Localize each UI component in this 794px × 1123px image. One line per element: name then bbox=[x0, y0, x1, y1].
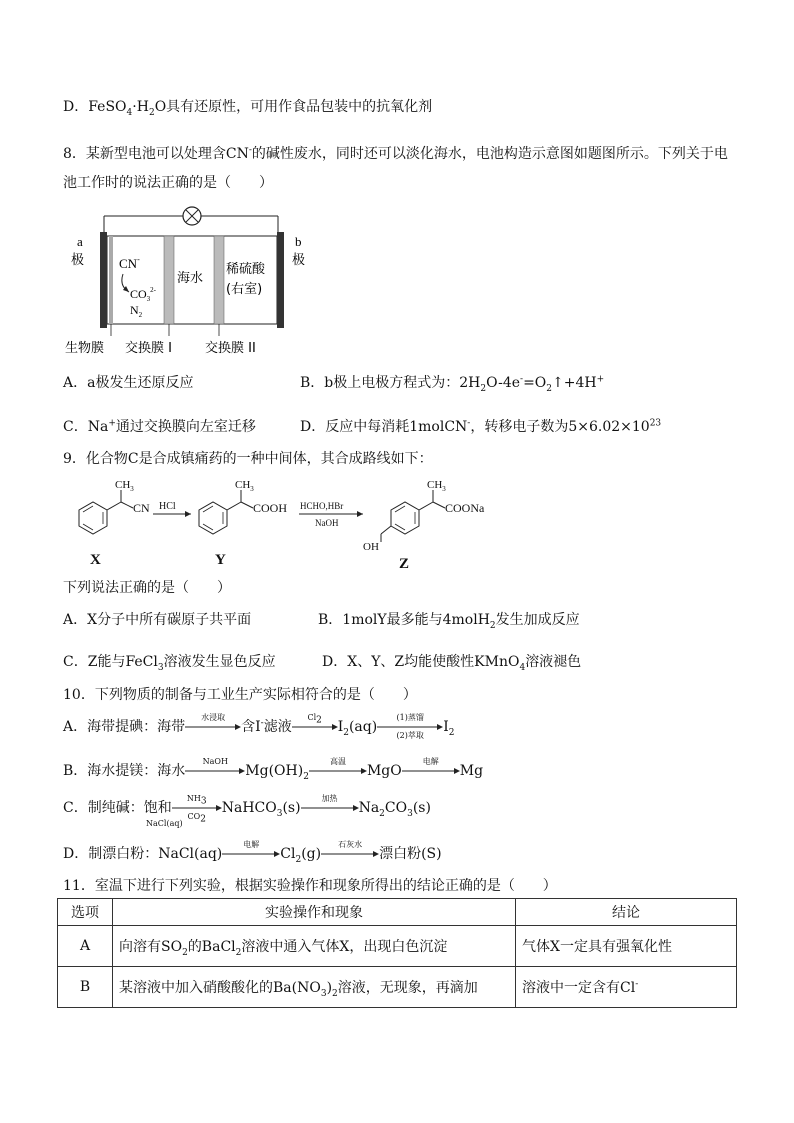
svg-text:交换膜 II: 交换膜 II bbox=[205, 341, 256, 356]
electrode-a bbox=[100, 232, 107, 328]
q9-option-d: D．X、Y、Z均能使酸性KMnO$_4$溶液褪色 bbox=[322, 654, 582, 673]
q10-c-nacl-label: NaCl(aq) bbox=[146, 819, 183, 828]
svg-text:Z: Z bbox=[399, 556, 410, 572]
row-conclusion: 溶液中一定含有Cl- bbox=[516, 967, 737, 1008]
svg-text:COONa: COONa bbox=[445, 501, 485, 515]
q11-stem: 11．室温下进行下列实验，根据实验操作和现象所得出的结论正确的是（ ） bbox=[63, 878, 557, 894]
compound-y bbox=[199, 479, 287, 568]
q10-option-b: B．海水提镁：海水 NaOH $Mg(OH)_2$ 高温 MgO 电解 Mg bbox=[63, 757, 484, 782]
svg-text:极: 极 bbox=[71, 252, 85, 267]
q7-option-d: D．$FeSO_4\cdot H_2O$具有还原性，可用作食品包装中的抗氧化剂 bbox=[63, 99, 433, 118]
q9-question: 下列说法正确的是（ ） bbox=[63, 580, 231, 596]
svg-text:HCl: HCl bbox=[159, 501, 176, 512]
row-operation: 向溶有$SO_2$的BaCl$_2$溶液中通入气体X，出现白色沉淀 bbox=[113, 926, 516, 967]
q8-option-b: B．b极上电极方程式为：$2H_2O-4e^-=O_2↑+4H^+$ bbox=[300, 374, 605, 394]
exchange-membrane-2 bbox=[214, 236, 224, 324]
battery-diagram bbox=[63, 200, 308, 360]
table-row bbox=[58, 967, 737, 1008]
svg-text:CN: CN bbox=[133, 501, 150, 515]
q9-stem: 9．化合物C是合成镇痛药的一种中间体，其合成路线如下： bbox=[63, 451, 433, 467]
svg-text:极: 极 bbox=[292, 252, 306, 267]
q9-option-a: A．X分子中所有碳原子共平面 bbox=[63, 612, 252, 628]
svg-text:CH3: $CH_3$ bbox=[427, 479, 446, 493]
q10-stem: 10．下列物质的制备与工业生产实际相符合的是（ ） bbox=[63, 687, 417, 703]
svg-text:海水: 海水 bbox=[177, 271, 204, 286]
header-option: 选项 bbox=[58, 899, 113, 926]
q10-option-c: C．制纯碱：饱和 $NH_3$ $CO_2$ NaHCO$_3$(s) 加热 $Na_2CO_3(s)$ bbox=[63, 794, 431, 825]
row-operation: 某溶液中加入硝酸酸化的$Ba(NO_3)_2$溶液，无现象，再滴加 bbox=[113, 967, 516, 1008]
compound-z bbox=[363, 479, 485, 572]
q9-option-c: C．Z能与FeCl$_3$溶液发生显色反应 bbox=[63, 654, 276, 673]
svg-text:Y: Y bbox=[215, 552, 226, 568]
q8-stem-line1: 8．某新型电池可以处理含CN-的碱性废水，同时还可以淡化海水，电池构造示意图如题图所示。下列关于电 bbox=[63, 145, 728, 162]
svg-text:N2: $N_2$ bbox=[130, 303, 143, 319]
q8-option-a: A．a极发生还原反应 bbox=[63, 375, 194, 391]
exchange-membrane-1 bbox=[164, 236, 174, 324]
row-option: B bbox=[58, 967, 113, 1008]
svg-text:X: X bbox=[90, 552, 101, 568]
svg-text:COOH: COOH bbox=[253, 501, 288, 515]
svg-text:NaOH: NaOH bbox=[315, 518, 339, 528]
svg-text:生物膜: 生物膜 bbox=[65, 341, 105, 356]
q9-option-b: B．1molY最多能与4molH$_2$发生加成反应 bbox=[318, 612, 580, 631]
table-header-row bbox=[58, 899, 737, 926]
svg-text:b: b bbox=[295, 234, 302, 249]
q8-option-d: D．反应中每消耗1molCN-，转移电子数为$5\times 6.02\times 10^{23}$ bbox=[300, 418, 662, 435]
svg-text:CO32-: $CO_3^{2-}$ bbox=[130, 286, 157, 303]
bio-membrane bbox=[109, 236, 113, 324]
svg-text:a: a bbox=[77, 234, 83, 249]
header-operation: 实验操作和现象 bbox=[113, 899, 516, 926]
q10-option-a: A．海带提碘：海带 水浸取 含I-滤液 $Cl_2$ $I_2(aq)$ (1)蒸馏 (2)萃取 $I_2$ bbox=[63, 713, 455, 740]
q10-option-d: D．制漂白粉：NaCl(aq) 电解 $Cl_2(g)$ 石灰水 漂白粉(S) bbox=[63, 840, 442, 865]
table-row bbox=[58, 926, 737, 967]
header-conclusion: 结论 bbox=[516, 899, 737, 926]
svg-text:OH: OH bbox=[363, 541, 379, 553]
electrode-b bbox=[277, 232, 284, 328]
compound-x bbox=[79, 479, 150, 568]
svg-text:交换膜 I: 交换膜 I bbox=[125, 341, 172, 356]
synthesis-route bbox=[63, 476, 503, 572]
row-conclusion: 气体X一定具有强氧化性 bbox=[516, 926, 737, 967]
svg-text:CH3: $CH_3$ bbox=[115, 479, 134, 493]
svg-text:(右室): (右室) bbox=[226, 282, 263, 297]
row-option: A bbox=[58, 926, 113, 967]
q8-stem-line2: 池工作时的说法正确的是（ ） bbox=[63, 175, 273, 191]
q8-option-c: C．Na+通过交换膜向左室迁移 bbox=[63, 418, 256, 435]
bulb-icon bbox=[183, 207, 201, 225]
q11-table bbox=[57, 898, 737, 1008]
svg-text:CH3: $CH_3$ bbox=[235, 479, 254, 493]
svg-text:稀硫酸: 稀硫酸 bbox=[226, 262, 266, 277]
svg-text:HCHO,HBr: HCHO,HBr bbox=[300, 501, 344, 511]
svg-text:CN-: CN- bbox=[119, 255, 140, 271]
